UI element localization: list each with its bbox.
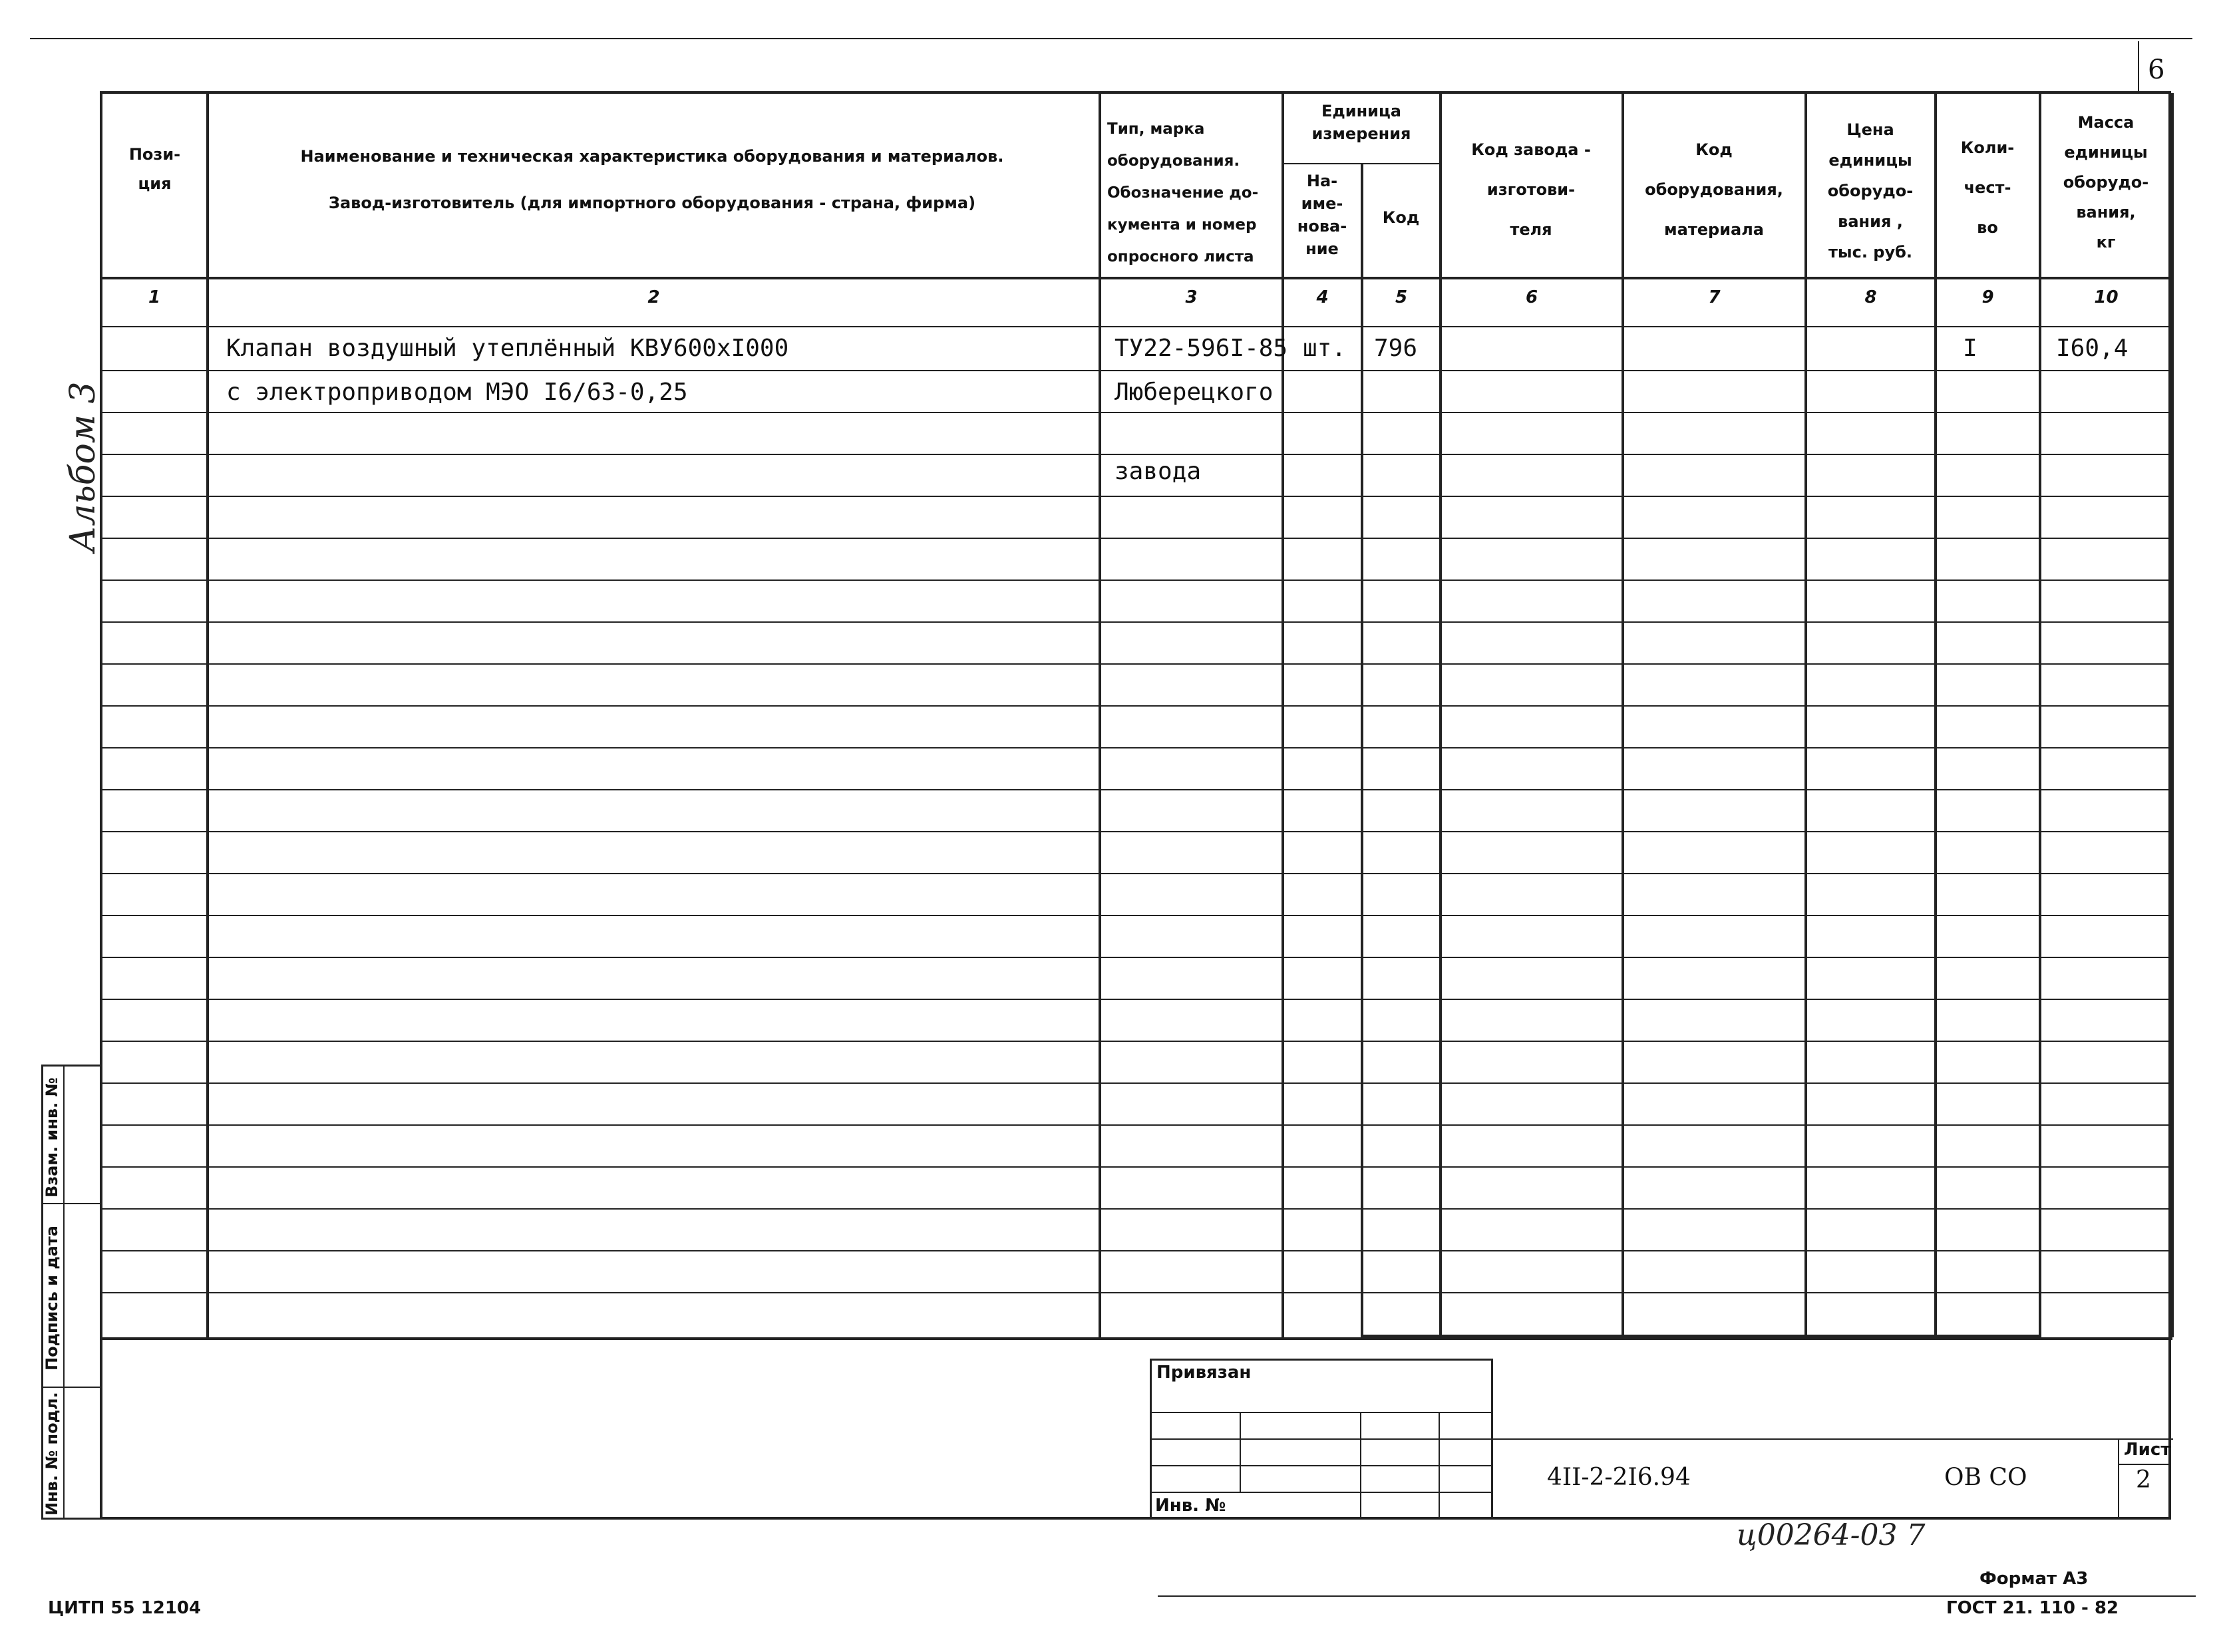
colnum-10: 10 [2094,287,2119,307]
title-rule [1493,1438,2173,1440]
row-line [101,1250,2170,1251]
bound-rule-3 [1150,1465,1493,1466]
row-line [101,831,2170,832]
side-stamp-original-inv: Инв. № подл. [43,1392,61,1516]
bound-col-3 [1439,1412,1440,1520]
colnum-5: 5 [1395,287,1408,307]
header-col1: Пози- ция [128,145,181,193]
bound-col-2 [1360,1412,1361,1520]
side-strip-split-1 [41,1203,102,1204]
top-rule [30,38,2192,39]
row-line [101,873,2170,874]
row-line [101,579,2170,581]
header-col8: Цена единицы оборудо- вания , тыс. руб. [1827,120,1914,261]
table-bottom-rule [100,1337,2172,1340]
header-col9: Коли- чест- во [1960,138,2015,237]
row-line [101,1292,2170,1293]
row-line [101,1041,2170,1042]
row1-type: ТУ22-596I-85 [1114,335,1288,362]
side-strip-split-2 [41,1387,102,1388]
row-line [101,621,2170,623]
inv-label: Инв. № [1155,1496,1226,1516]
row-line [101,1082,2170,1084]
sheet-label: Лист [2124,1440,2171,1460]
row-line [101,915,2170,916]
row-line [101,999,2170,1000]
row-line [101,412,2170,413]
row-line [101,957,2170,958]
row-line [101,538,2170,539]
row-line [101,789,2170,790]
doc-code: 4II-2-2I6.94 [1547,1464,1691,1491]
row1-qty: I [1963,335,1977,362]
sheet-corner-number: 6 [2148,55,2165,85]
header-col3: Тип, марка оборудования. Обозначение до- кумента и номер опросного листа [1107,120,1259,265]
row1-mass: I60,4 [2056,335,2129,362]
colnum-4: 4 [1316,287,1329,307]
header-col10: Масса единицы оборудо- вания, кг [2063,113,2149,251]
row-line [101,747,2170,748]
row-line [101,1166,2170,1168]
header-unit-group: Единица измерения [1311,102,1411,143]
header-col2: Наименование и техническая характеристика оборудования и материалов. Завод-изготовитель (для импортного оборудования - страна, фирма) [300,147,1004,212]
colnum-1: 1 [148,287,161,307]
row2-name: с электроприводом МЭО I6/63-0,25 [226,379,688,406]
row-line [101,663,2170,665]
bound-col-1 [1240,1412,1241,1492]
row2-type: Люберецкого [1114,379,1274,406]
bound-rule-2 [1150,1438,1493,1440]
sheet-box-left [2118,1438,2119,1520]
footer-format: Формат А3 [1979,1569,2089,1589]
frame-right-inner [2171,93,2174,1337]
bound-rule-4 [1150,1492,1493,1493]
row1-code: 796 [1374,335,1418,362]
row-line [101,454,2170,455]
row-line [101,496,2170,497]
footer-standard: ГОСТ 21. 110 - 82 [1946,1598,2119,1618]
row3-type: завода [1114,458,1202,485]
row1-unit: шт. [1303,335,1347,362]
header-bottom-rule [100,277,2172,279]
colnum-9: 9 [1981,287,1994,307]
footer-left: ЦИТП 55 12104 [48,1598,202,1618]
corner-box-left [2138,41,2139,93]
row-line [101,1208,2170,1210]
row-line [101,1124,2170,1126]
footer-rule [1158,1595,2196,1597]
bound-rule-1 [1150,1412,1493,1413]
colnum-3: 3 [1185,287,1198,307]
doc-mark: ОВ СО [1944,1464,2027,1491]
sheet-box-rule [2118,1464,2171,1465]
colnum-2: 2 [647,287,660,307]
row-line [101,705,2170,707]
row1-name: Клапан воздушный утеплённый КВУ600хI000 [226,335,789,362]
header-col7: Код оборудования, материала [1645,140,1783,239]
colnum-7: 7 [1708,287,1721,307]
header-col5: Код [1382,208,1420,227]
side-stamp-signature-date: Подпись и дата [43,1226,61,1371]
album-mark: Альбом 3 [63,381,103,552]
row-line [101,370,2170,371]
header-col6: Код завода - изготови- теля [1471,140,1591,239]
side-stamp-replace-inv: Взам. инв. № [43,1077,61,1198]
header-col4: На- име- нова- ние [1297,172,1347,258]
sheet-number: 2 [2136,1466,2151,1494]
colnum-8: 8 [1864,287,1877,307]
handwritten-code: ц00264-03 7 [1737,1518,1926,1552]
side-strip-divider [63,1065,65,1520]
colnum-6: 6 [1525,287,1538,307]
bound-label: Привязан [1156,1363,1252,1383]
